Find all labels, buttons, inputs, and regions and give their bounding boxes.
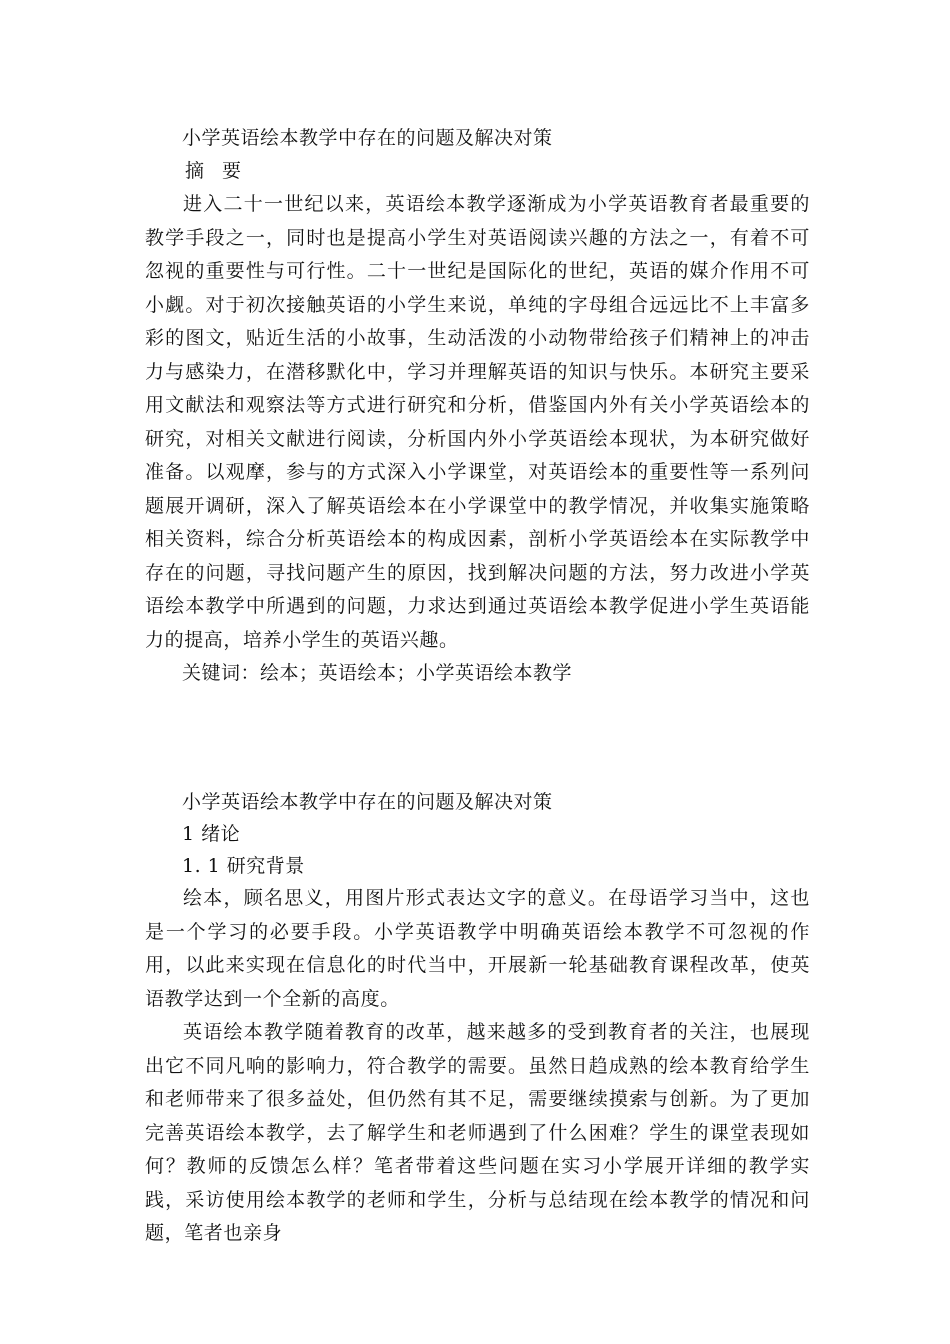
body-paragraph-1: 绘本，顾名思义，用图片形式表达文字的意义。在母语学习当中，这也是一个学习的必要手段。小学英语教学中明确英语绘本教学不可忽视的作用，以此来实现在信息化的时代当中，开展新一轮基础教育课程改革，使英语教学达到一个全新的高度。 xyxy=(145,887,810,1010)
section-spacer xyxy=(145,690,810,786)
abstract-heading: 摘 要 xyxy=(185,160,248,182)
document-page xyxy=(145,122,810,1251)
body-section xyxy=(145,786,810,1251)
abstract-paragraph: 进入二十一世纪以来，英语绘本教学逐渐成为小学英语教育者最重要的教学手段之一，同时也是提高小学生对英语阅读兴趣的方法之一，有着不可忽视的重要性与可行性。二十一世纪是国际化的世纪，英语的媒介作用不可小觑。对于初次接触英语的小学生来说，单纯的字母组合远远比不上丰富多彩的图文，贴近生活的小故事，生动活泼的小动物带给孩子们精神上的冲击力与感染力，在潜移默化中，学习并理解英语的知识与快乐。本研究主要采用文献法和观察法等方式进行研究和分析，借鉴国内外有关小学英语绘本的研究，对相关文献进行阅读，分析国内外小学英语绘本现状，为本研究做好准备。以观摩，参与的方式深入小学课堂，对英语绘本的重要性等一系列问题展开调研，深入了解英语绘本在小学课堂中的教学情况，并收集实施策略相关资料，综合分析英语绘本的构成因素，剖析小学英语绘本在实际教学中存在的问题，寻找问题产生的原因，找到解决问题的方法，努力改进小学英语绘本教学中所遇到的问题，力求达到通过英语绘本教学促进小学生英语能力的提高，培养小学生的英语兴趣。 xyxy=(145,193,810,651)
abstract-title: 小学英语绘本教学中存在的问题及解决对策 xyxy=(182,127,553,149)
keywords-line: 关键词：绘本；英语绘本；小学英语绘本教学 xyxy=(182,662,573,684)
section-heading: 1. 1 研究背景 xyxy=(182,855,305,877)
chapter-heading: 1 绪论 xyxy=(182,823,241,845)
body-title: 小学英语绘本教学中存在的问题及解决对策 xyxy=(182,791,553,813)
body-paragraph-2: 英语绘本教学随着教育的改革，越来越多的受到教育者的关注，也展现出它不同凡响的影响力，符合教学的需要。虽然日趋成熟的绘本教育给学生和老师带来了很多益处，但仍然有其不足，需要继续摸索与创新。为了更加完善英语绘本教学，去了解学生和老师遇到了什么困难？学生的课堂表现如何？教师的反馈怎么样？笔者带着这些问题在实习小学展开详细的教学实践，采访使用绘本教学的老师和学生，分析与总结现在绘本教学的情况和问题，笔者也亲身 xyxy=(145,1021,810,1244)
